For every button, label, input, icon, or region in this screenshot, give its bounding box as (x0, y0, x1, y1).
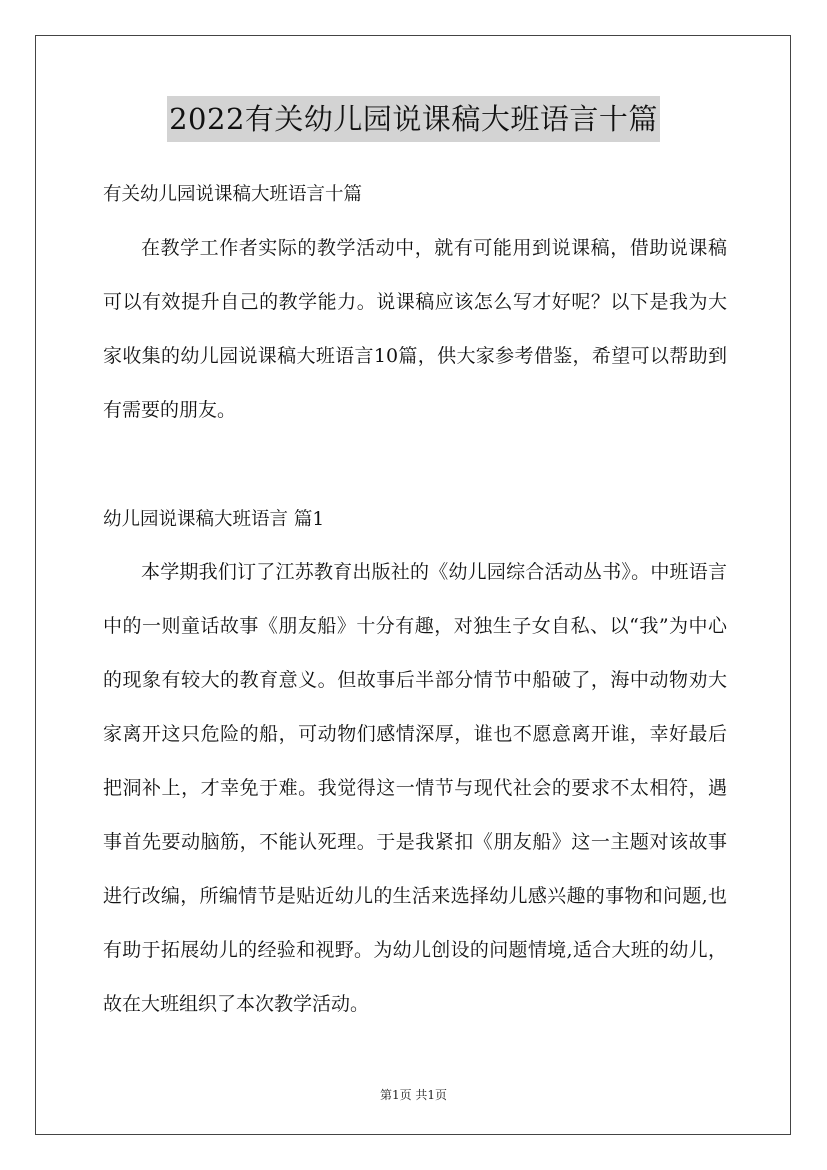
section-body: 本学期我们订了江苏教育出版社的《幼儿园综合活动丛书》。中班语言中的一则童话故事《朋友船》十分有趣，对独生子女自私、以“我”为中心的现象有较大的教育意义。但故事后半部分情节中船破了，海中动物劝大家离开这只危险的船，可动物们感情深厚，谁也不愿意离开谁，幸好最后把洞补上，才幸免于难。我觉得这一情节与现代社会的要求不太相符，遇事首先要动脑筋，不能认死理。于是我紧扣《朋友船》这一主题对该故事进行改编，所编情节是贴近幼儿的生活来选择幼儿感兴趣的事物和问题,也有助于拓展幼儿的经验和视野。为幼儿创设的问题情境,适合大班的幼儿，故在大班组织了本次教学活动。 (103, 561, 727, 1015)
document-title: 2022有关幼儿园说课稿大班语言十篇 (167, 96, 660, 142)
subtitle: 有关幼儿园说课稿大班语言十篇 (103, 184, 363, 205)
page-footer: 第1页 共1页 (379, 1088, 448, 1102)
section-heading: 幼儿园说课稿大班语言 篇1 (103, 509, 325, 530)
intro-paragraph: 在教学工作者实际的教学活动中，就有可能用到说课稿，借助说课稿可以有效提升自己的教学能力。说课稿应该怎么写才好呢？以下是我为大家收集的幼儿园说课稿大班语言10篇，供大家参考借鉴，希望可以帮助到有需要的朋友。 (103, 237, 727, 421)
title-container (0, 96, 827, 142)
